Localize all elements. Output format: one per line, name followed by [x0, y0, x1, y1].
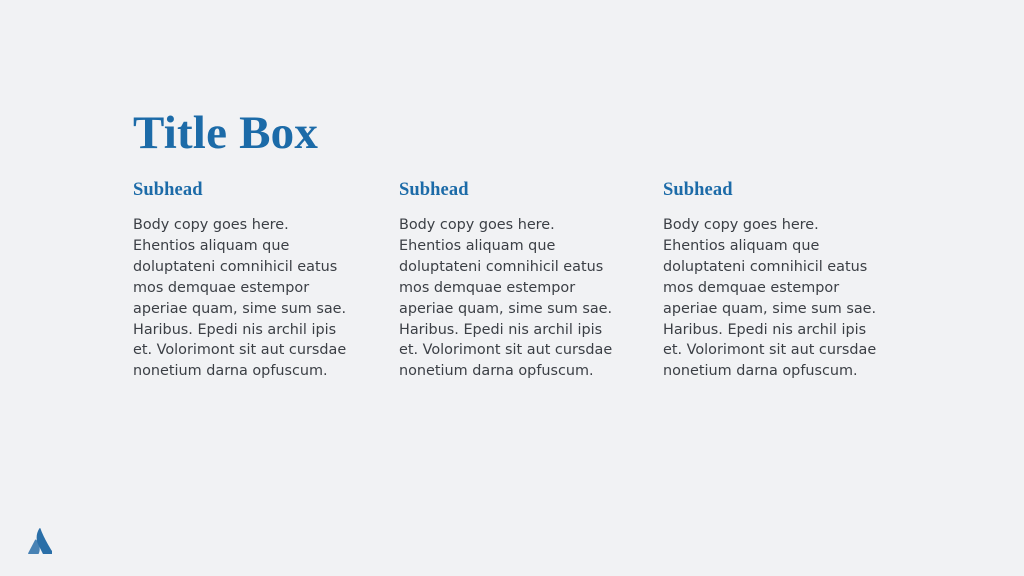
atlassian-logo-icon — [28, 528, 52, 554]
column-body-copy: Body copy goes here. Ehentios aliquam que doluptateni comnihicil eatus mos demquae estempor aperiae quam, sime sum sae. Haribus. Epedi nis archil ipis et. Volorimont sit aut cursdae nonetium darna opfuscum. — [399, 217, 613, 380]
content-column — [133, 180, 399, 382]
column-subhead: Subhead — [399, 180, 469, 200]
column-body-copy: Body copy goes here. Ehentios aliquam que doluptateni comnihicil eatus mos demquae estempor aperiae quam, sime sum sae. Haribus. Epedi nis archil ipis et. Volorimont sit aut cursdae nonetium darna opfuscum. — [663, 217, 877, 380]
content-column — [663, 180, 893, 382]
column-subhead: Subhead — [663, 180, 733, 200]
page-title: Title Box — [133, 107, 319, 160]
column-group — [133, 180, 893, 382]
column-body-copy: Body copy goes here. Ehentios aliquam que doluptateni comnihicil eatus mos demquae estempor aperiae quam, sime sum sae. Haribus. Epedi nis archil ipis et. Volorimont sit aut cursdae nonetium darna opfuscum. — [133, 217, 347, 380]
column-subhead: Subhead — [133, 180, 203, 200]
content-column — [399, 180, 663, 382]
